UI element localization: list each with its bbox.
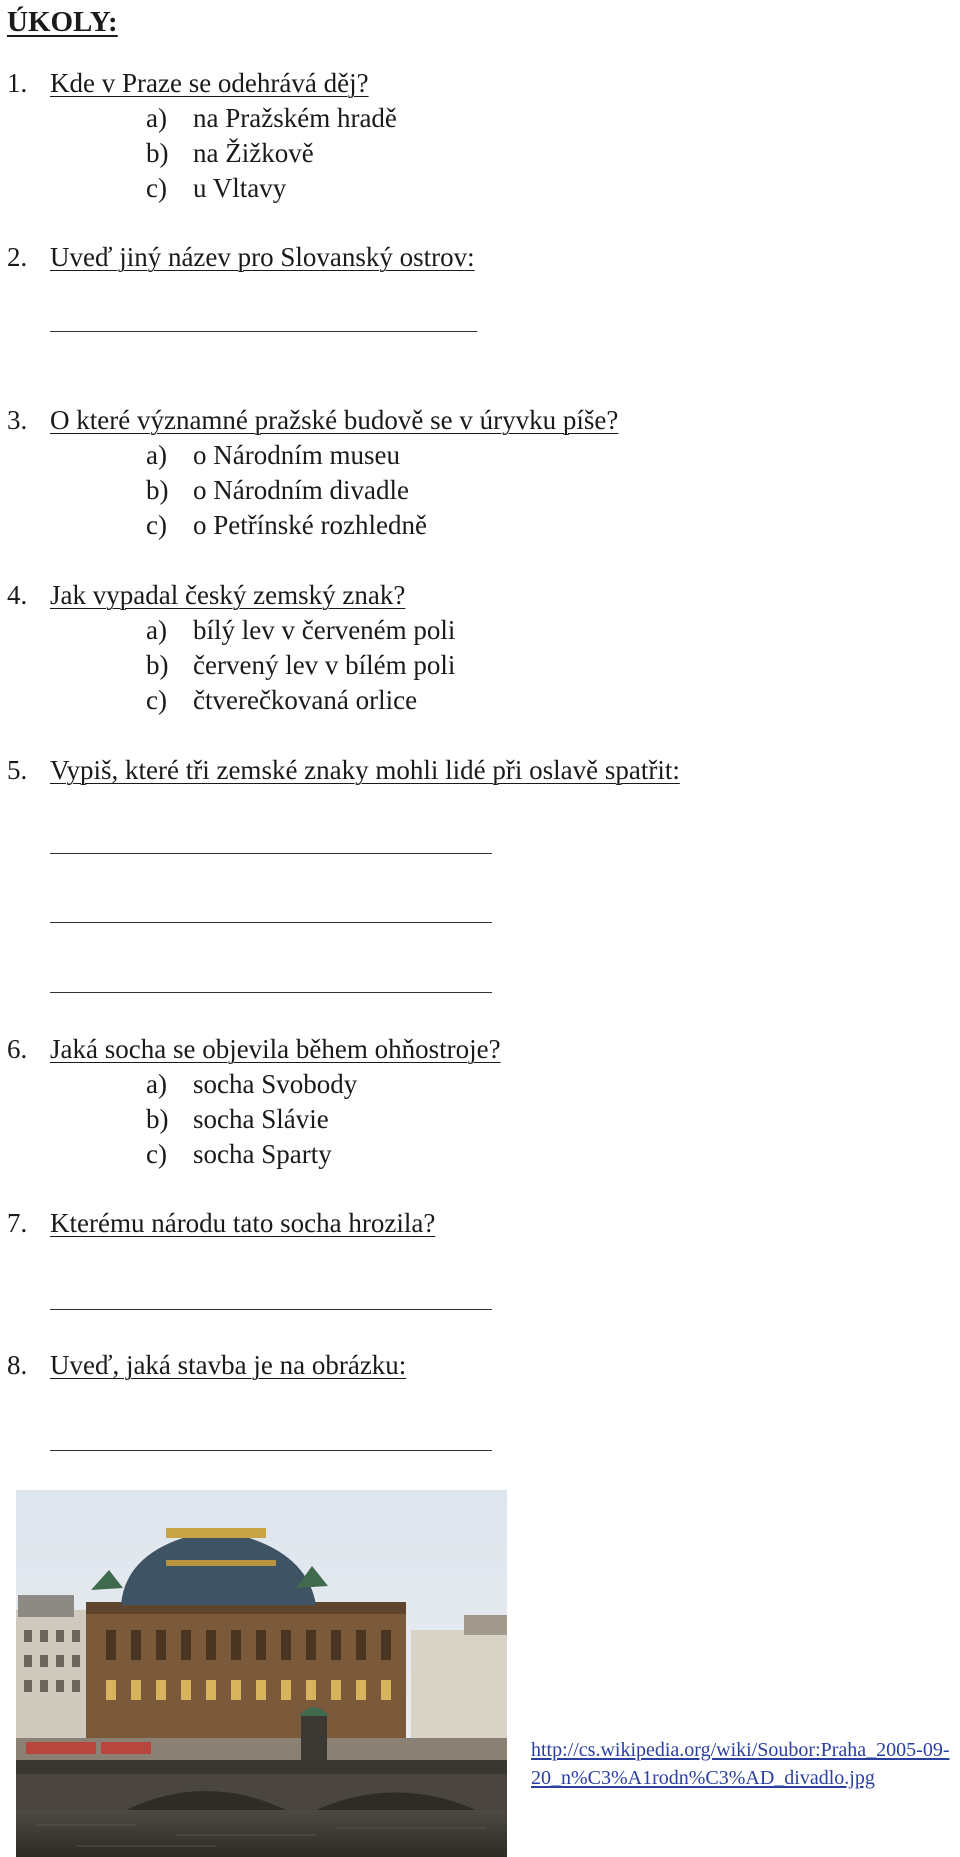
question-7-text: Kterému národu tato socha hrozila? [50, 1208, 436, 1238]
question-3-option-c-text: o Petřínské rozhledně [193, 510, 427, 540]
question-3-number: 3. [7, 405, 28, 435]
question-4-option-c-text: čtverečkovaná orlice [193, 685, 418, 715]
answer-line-5c [50, 992, 492, 993]
answer-line-2 [50, 331, 477, 332]
answer-line-5a [50, 853, 492, 854]
question-1-text: Kde v Praze se odehrává děj? [50, 68, 369, 98]
question-1-option-c-letter: c) [146, 173, 167, 203]
answer-line-5b [50, 922, 492, 923]
question-6-option-a-letter: a) [146, 1069, 167, 1099]
question-1-option-a-letter: a) [146, 103, 167, 133]
question-6-number: 6. [7, 1034, 28, 1064]
answer-line-8 [50, 1450, 492, 1451]
question-2-number: 2. [7, 242, 28, 272]
question-4-option-a-letter: a) [146, 615, 167, 645]
question-5-text: Vypiš, které tři zemské znaky mohli lidé při oslavě spatřit: [50, 755, 680, 785]
question-6-text: Jaká socha se objevila během ohňostroje? [50, 1034, 501, 1064]
question-5-number: 5. [7, 755, 28, 785]
answer-line-7 [50, 1309, 492, 1310]
question-4-option-a-text: bílý lev v červeném poli [193, 615, 456, 645]
question-4-option-b-letter: b) [146, 650, 169, 680]
question-3-option-b-letter: b) [146, 475, 169, 505]
question-2-text: Uveď jiný název pro Slovanský ostrov: [50, 242, 475, 272]
question-3-option-b-text: o Národním divadle [193, 475, 409, 505]
question-4-option-c-letter: c) [146, 685, 167, 715]
question-1-number: 1. [7, 68, 28, 98]
question-1-option-b-letter: b) [146, 138, 169, 168]
question-8-number: 8. [7, 1350, 28, 1380]
national-theatre-photo [16, 1490, 507, 1857]
question-7-number: 7. [7, 1208, 28, 1238]
image-source-link-line2[interactable]: 20_n%C3%A1rodn%C3%AD_divadlo.jpg [531, 1767, 875, 1789]
question-1-option-c-text: u Vltavy [193, 173, 287, 203]
question-3-text: O které významné pražské budově se v úryvku píše? [50, 405, 619, 435]
image-source-link-line1[interactable]: http://cs.wikipedia.org/wiki/Soubor:Praha_2005-09- [531, 1739, 950, 1761]
question-1-option-b-text: na Žižkově [193, 138, 314, 168]
question-4-number: 4. [7, 580, 28, 610]
question-6-option-c-text: socha Sparty [193, 1139, 332, 1169]
question-3-option-a-text: o Národním museu [193, 440, 400, 470]
question-6-option-c-letter: c) [146, 1139, 167, 1169]
question-8-text: Uveď, jaká stavba je na obrázku: [50, 1350, 407, 1380]
question-6-option-b-letter: b) [146, 1104, 169, 1134]
page-title: ÚKOLY: [7, 6, 118, 38]
question-6-option-b-text: socha Slávie [193, 1104, 329, 1134]
question-3-option-a-letter: a) [146, 440, 167, 470]
question-6-option-a-text: socha Svobody [193, 1069, 358, 1099]
question-4-option-b-text: červený lev v bílém poli [193, 650, 456, 680]
question-4-text: Jak vypadal český zemský znak? [50, 580, 406, 610]
question-1-option-a-text: na Pražském hradě [193, 103, 397, 133]
question-3-option-c-letter: c) [146, 510, 167, 540]
